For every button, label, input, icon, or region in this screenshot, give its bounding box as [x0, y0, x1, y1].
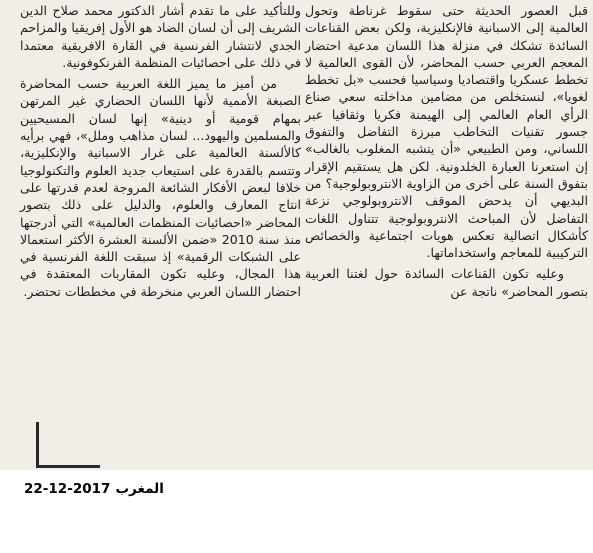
paragraph: وعليه تكون القناعات السائدة حول لغتنا العربية بتصور المحاضر» ناتجة عن [305, 266, 588, 299]
article-column-left [20, 2, 301, 300]
paragraph: من أميز ما يميز اللغة العربية حسب المحاضرة الصبغة الأممية لأنها اللسان الحضاري غير المرتهن بمهام قومية أو دينية» إنها لسان المسيحيين والمسلمين واليهود... لسان مذاهب وملل»، فهي برأيه كالألسنة العالمية على غرار الاسبانية والإنكليزية، وتتسم بالقدرة على استيعاب جديد العلوم والتكنولوجيا خلافا لبعض الأفكار الشائعة المروجة لعدم قدرتها على انتاج المعارف والعلوم، والدليل على ذلك بتصور المحاضر «احصائيات المنظمات العالمية» التي أدرجتها منذ سنة 2010 «ضمن الألسنة العشرة الأكثر استعمالا على الشبكات الرقمية» إذ سبقت اللغة الفرنسية في هذا المجال، وعليه تكون المقاربات المعتقدة في احتضار اللسان العربي منخرطة في مخططات تحتضر. [20, 76, 301, 299]
article-end-mark [36, 422, 100, 468]
publication-date: 2017-12-22 [24, 481, 111, 497]
paragraph: وللتأكيد على ما تقدم أشار الدكتور محمد صلاح الدين الشريف إلى أن لسان الضاد هو الأول إفريقيا والمزاحم الجدي لانتشار الفرنسية في القارة الافريقية معتمدا في ذلك على احصائيات المنظمة الفرنكوفونية. [20, 3, 301, 70]
source-caption [0, 478, 593, 504]
article-column-right [305, 2, 588, 300]
paragraph: قبل العصور الحديثة حتى سقوط غرناطة وتحول العالمية إلى الاسبانية فالإنكليزية، ولكن بعض القناعات السائدة تشكك في منزلة هذا اللسان مدعية احتضار المعجم العربي حسب المحاضر، لأن القوى العالمية لا تخطط عسكريا واقتصاديا وسياسيا فحسب «بل تخطط لغويا»، لنستخلص من مضامين مداخلته سعي صناع الرأي العام العالمي إلى الهيمنة فكريا وثقافيا عبر جسور تقنيات التخاطب مبرزة التفاضل والتفوق اللساني، ومن الطبيعي «أن يتشبه المغلوب بالغالب» إن استعرنا العبارة الخلدونية. لكن هل يستقيم الإقرار بتفوق السنة على أخرى من الزاوية الانتروبولوجية؟ من البديهي أن يدحض الموقف الانتروبولوجي نزعة التفاضل لأن المباحث الانتروبولوجية تتناول اللغات كأشكال اتصالية تعكس هويات اجتماعية والخصائص التركيبية للمعاجم واستخداماتها. [305, 3, 588, 261]
newspaper-name: المغرب [115, 481, 164, 497]
